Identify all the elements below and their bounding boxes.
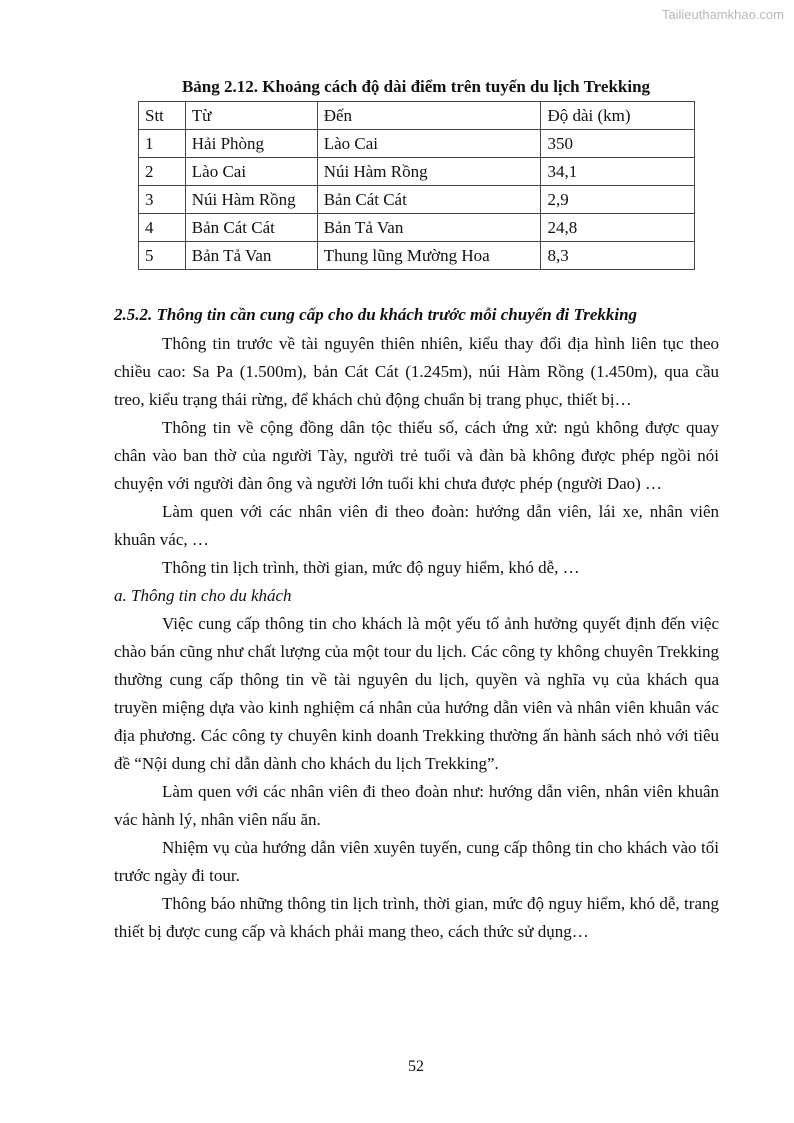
paragraph: Thông tin trước về tài nguyên thiên nhiên, kiểu thay đổi địa hình liên tục theo chiều cao: Sa Pa (1.500m), bản Cát Cát (1.245m), núi Hàm Rồng (1.450m), qua cầu treo, kiểu trạng thái rừng, để khách chủ động chuẩn bị trang phục, thiết bị… [114,334,719,409]
table-header-row [139,102,695,130]
cell-stt: 1 [139,130,186,158]
cell-from: Hải Phòng [185,130,317,158]
paragraph: Làm quen với các nhân viên đi theo đoàn như: hướng dẫn viên, nhân viên khuân vác hành lý, nhân viên nấu ăn. [114,782,719,829]
header-to: Đến [317,102,541,130]
cell-length: 34,1 [541,158,695,186]
cell-to: Bản Tả Van [317,214,541,242]
cell-from: Bản Tả Van [185,242,317,270]
cell-to: Bản Cát Cát [317,186,541,214]
header-stt: Stt [139,102,186,130]
cell-stt: 3 [139,186,186,214]
section-heading: 2.5.2. Thông tin cần cung cấp cho du khách trước mỗi chuyến đi Trekking [114,305,638,324]
cell-length: 24,8 [541,214,695,242]
table-row [139,214,695,242]
cell-length: 350 [541,130,695,158]
header-from: Từ [185,102,317,130]
cell-to: Núi Hàm Rồng [317,158,541,186]
body-text [114,330,719,946]
paragraph: Làm quen với các nhân viên đi theo đoàn: hướng dẫn viên, lái xe, nhân viên khuân vác, … [114,502,719,549]
cell-length: 8,3 [541,242,695,270]
cell-to: Thung lũng Mường Hoa [317,242,541,270]
cell-stt: 4 [139,214,186,242]
cell-length: 2,9 [541,186,695,214]
table-row [139,186,695,214]
cell-from: Núi Hàm Rồng [185,186,317,214]
table-row [139,242,695,270]
cell-to: Lào Cai [317,130,541,158]
watermark: Tailieuthamkhao.com [661,7,784,22]
table-title: Bảng 2.12. Khoảng cách độ dài điểm trên tuyến du lịch Trekking [181,77,651,96]
paragraph: Việc cung cấp thông tin cho khách là một yếu tố ảnh hưởng quyết định đến việc chào bán cũng như chất lượng của một tour du lịch. Các công ty không chuyên Trekking thường cung cấp thông tin về tài nguyên du lịch, quyền và nghĩa vụ của khách qua truyền miệng dựa vào kinh nghiệm cá nhân của hướng dẫn viên và nhân viên khuân vác địa phương. Các công ty chuyên kinh doanh Trekking thường ấn hành sách nhỏ với tiêu đề “Nội dung chỉ dẫn dành cho khách du lịch Trekking”. [114,614,719,773]
table-row [139,130,695,158]
cell-from: Lào Cai [185,158,317,186]
paragraph: Nhiệm vụ của hướng dẫn viên xuyên tuyến, cung cấp thông tin cho khách vào tối trước ngày đi tour. [114,838,719,885]
cell-from: Bản Cát Cát [185,214,317,242]
header-length: Độ dài (km) [541,102,695,130]
table-row [139,158,695,186]
subheading: a. Thông tin cho du khách [114,586,292,605]
cell-stt: 5 [139,242,186,270]
distance-table [138,101,695,270]
cell-stt: 2 [139,158,186,186]
page-number: 52 [408,1058,424,1075]
paragraph: Thông tin lịch trình, thời gian, mức độ nguy hiểm, khó dễ, … [162,558,580,577]
paragraph: Thông tin về cộng đồng dân tộc thiểu số, cách ứng xử: ngủ không được quay chân vào ban thờ của người Tày, người trẻ tuổi và đàn bà không được phép ngồi nói chuyện với người đàn ông và người lớn tuổi khi chưa được phép (người Dao) … [114,418,719,493]
paragraph: Thông báo những thông tin lịch trình, thời gian, mức độ nguy hiểm, khó dễ, trang thiết bị được cung cấp và khách phải mang theo, cách thức sử dụng… [114,894,719,941]
